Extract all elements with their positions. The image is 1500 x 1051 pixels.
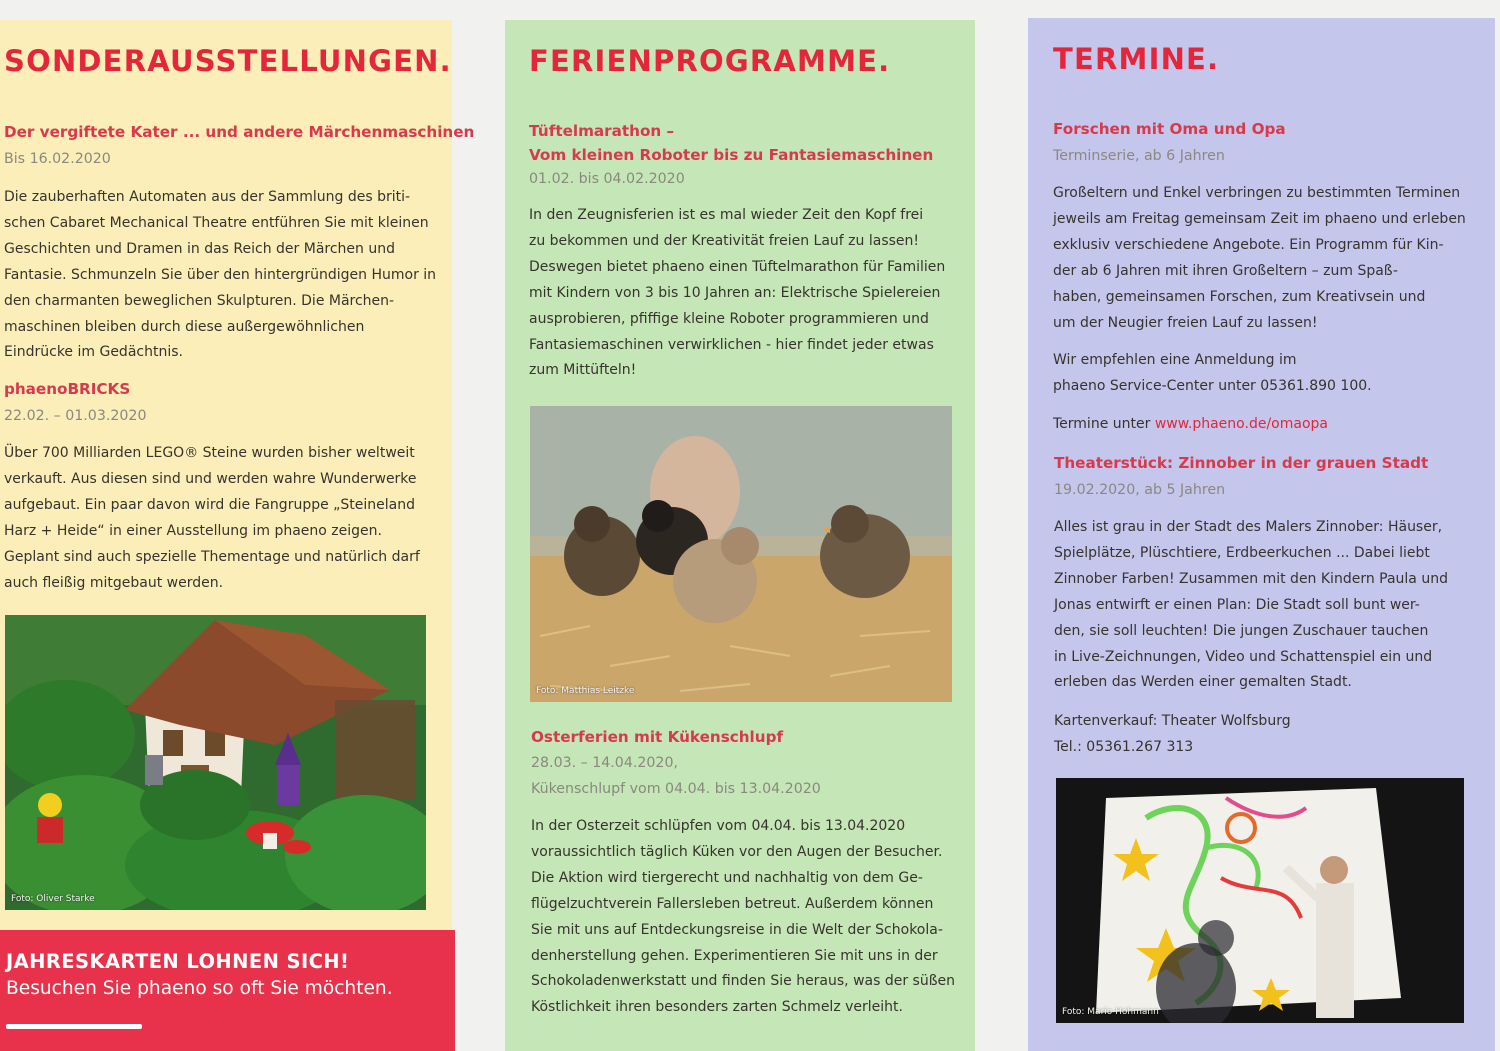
item-title-vergiftete-kater: Der vergiftete Kater ... und andere Märchenmaschinen (4, 123, 475, 141)
item-body-phaenobricks (4, 441, 420, 596)
body-line: denherstellung gehen. Experimentieren Sie mit uns in der (531, 947, 938, 964)
body-line: Großeltern und Enkel verbringen zu bestimmten Terminen (1053, 185, 1461, 201)
body-line: Deswegen bietet phaeno einen Tüftelmarathon für Familien (529, 258, 946, 275)
heading-termine: TERMINE. (1053, 42, 1220, 76)
theater-stage-illustration (1056, 778, 1464, 1023)
body-line: mit Kindern von 3 bis 10 Jahren an: Elektrische Spielereien (529, 284, 941, 301)
body-line: den, sie soll leuchten! Die jungen Zuschauer tauchen (1054, 622, 1429, 639)
item-title-line: Tüftelmarathon – (529, 122, 675, 140)
item-body-vergiftete-kater (4, 185, 436, 366)
body-line: zum Mittüfteln! (529, 362, 637, 379)
photo-credit-lego: Foto: Oliver Starke (11, 894, 95, 904)
item-date-tueftelmarathon: 01.02. bis 04.02.2020 (529, 171, 685, 187)
body-line: Jonas entwirft er einen Plan: Die Stadt soll bunt wer- (1054, 596, 1420, 613)
ticket-info (1054, 709, 1291, 761)
body-line: zu bekommen und der Kreativität freien Lauf zu lassen! (529, 232, 920, 249)
item-title-tueftelmarathon (529, 119, 933, 167)
item-body-forschen-oma-opa (1053, 181, 1466, 336)
item-date-forschen-oma-opa: Terminserie, ab 6 Jahren (1053, 148, 1225, 164)
body-line: Spielplätze, Plüschtiere, Erdbeerkuchen ... Dabei liebt (1054, 544, 1430, 561)
body-line: schen Cabaret Mechanical Theatre entführen Sie mit kleinen (4, 214, 429, 231)
body-line: verkauft. Aus diesen sind und werden wahre Wunderwerke (4, 470, 417, 487)
body-line: Wir empfehlen eine Anmeldung im (1053, 352, 1297, 368)
item-body-osterferien (531, 814, 955, 1021)
body-line: Harz + Heide“ in einer Ausstellung im phaeno zeigen. (4, 522, 382, 539)
heading-sonderausstellungen: SONDERAUSSTELLUNGEN. (4, 44, 452, 78)
body-line: Kartenverkauf: Theater Wolfsburg (1054, 713, 1291, 729)
item-date-line: Kükenschlupf vom 04.04. bis 13.04.2020 (531, 781, 821, 797)
body-line: Eindrücke im Gedächtnis. (4, 344, 183, 361)
body-line: Köstlichkeit ihren besonders zarten Schmelz verleiht. (531, 999, 903, 1016)
body-line: jeweils am Freitag gemeinsam Zeit im phaeno und erleben (1053, 210, 1466, 227)
item-title-line: Vom kleinen Roboter bis zu Fantasiemaschinen (529, 146, 934, 164)
body-line: ausprobieren, pfiffige kleine Roboter programmieren und (529, 310, 929, 327)
body-line: Fantasie. Schmunzeln Sie über den hintergründigen Humor in (4, 266, 437, 283)
theater-stage-photo (1056, 778, 1464, 1023)
photo-credit-theater: Foto: Mario Hohmann (1062, 1007, 1159, 1017)
item-date-line: 28.03. – 14.04.2020, (531, 755, 678, 771)
body-line: Schokoladenwerkstatt und finden Sie heraus, was der süßen (531, 973, 956, 990)
item-body-tueftelmarathon (529, 203, 945, 384)
body-line: aufgebaut. Ein paar davon wird die Fangruppe „Steineland (4, 496, 416, 513)
body-line: erleben das Werden einer gemalten Stadt. (1054, 674, 1352, 691)
item-date-osterferien (531, 750, 821, 802)
body-line: Zinnober Farben! Zusammen mit den Kindern Paula und (1054, 570, 1448, 587)
dates-reference (1053, 412, 1328, 438)
item-title-zinnober: Theaterstück: Zinnober in der grauen Stadt (1054, 454, 1429, 472)
heading-ferienprogramme: FERIENPROGRAMME. (529, 44, 891, 78)
body-line: den charmanten beweglichen Skulpturen. Die Märchen- (4, 292, 395, 309)
item-title-osterferien: Osterferien mit Kükenschlupf (531, 728, 784, 746)
omaopa-link[interactable]: www.phaeno.de/omaopa (1154, 416, 1328, 432)
photo-credit-chicks: Foto: Matthias Leitzke (536, 686, 635, 696)
body-line: der ab 6 Jahren mit ihren Großeltern – zum Spaß- (1053, 262, 1398, 279)
item-date-zinnober: 19.02.2020, ab 5 Jahren (1054, 482, 1226, 498)
body-line: auch fleißig mitgebaut werden. (4, 574, 224, 591)
body-line: Sie mit uns auf Entdeckungsreise in die Welt der Schokola- (531, 921, 943, 938)
body-line: Tel.: 05361.267 313 (1054, 738, 1194, 755)
chicks-photo (530, 406, 952, 702)
item-title-forschen-oma-opa: Forschen mit Oma und Opa (1053, 120, 1286, 138)
body-line: phaeno Service-Center unter 05361.890 100. (1053, 377, 1372, 394)
banner-underline-divider (6, 1024, 142, 1029)
body-line: Fantasiemaschinen verwirklichen - hier findet jeder etwas (529, 336, 934, 353)
body-line: Geplant sind auch spezielle Thementage und natürlich darf (4, 548, 420, 565)
body-line: Die Aktion wird tiergerecht und nachhaltig von dem Ge- (531, 869, 923, 886)
registration-note (1053, 348, 1372, 400)
body-line: um der Neugier freien Lauf zu lassen! (1053, 314, 1318, 331)
body-line: Geschichten und Dramen in das Reich der Märchen und (4, 240, 395, 257)
body-line: flügelzuchtverein Fallersleben betreut. Außerdem können (531, 895, 934, 912)
banner-title: JAHRESKARTEN LOHNEN SICH! (6, 950, 350, 973)
body-line: in Live-Zeichnungen, Video und Schattenspiel ein und (1054, 648, 1433, 665)
body-line: maschinen bleiben durch diese außergewöhnlichen (4, 318, 365, 335)
dates-prefix: Termine unter (1053, 416, 1151, 432)
body-line: In den Zeugnisferien ist es mal wieder Zeit den Kopf frei (529, 207, 924, 223)
banner-subtitle: Besuchen Sie phaeno so oft Sie möchten. (6, 978, 393, 999)
item-body-zinnober (1054, 515, 1448, 696)
body-line: voraussichtlich täglich Küken vor den Augen der Besucher. (531, 843, 943, 860)
body-line: haben, gemeinsamen Forschen, zum Kreativsein und (1053, 288, 1426, 305)
body-line: Die zauberhaften Automaten aus der Sammlung des briti- (4, 189, 411, 205)
body-line: exklusiv verschiedene Angebote. Ein Programm für Kin- (1053, 236, 1444, 253)
item-date-vergiftete-kater: Bis 16.02.2020 (4, 151, 111, 167)
annual-pass-banner[interactable] (0, 930, 455, 1051)
chicks-illustration (530, 406, 952, 702)
item-title-phaenobricks: phaenoBRICKS (4, 380, 131, 398)
body-line: In der Osterzeit schlüpfen vom 04.04. bis 13.04.2020 (531, 818, 906, 834)
lego-scene-photo (5, 615, 426, 910)
body-line: Über 700 Milliarden LEGO® Steine wurden bisher weltweit (4, 445, 415, 461)
lego-scene-illustration (5, 615, 426, 910)
item-date-phaenobricks: 22.02. – 01.03.2020 (4, 408, 147, 424)
body-line: Alles ist grau in der Stadt des Malers Zinnober: Häuser, (1054, 519, 1443, 535)
